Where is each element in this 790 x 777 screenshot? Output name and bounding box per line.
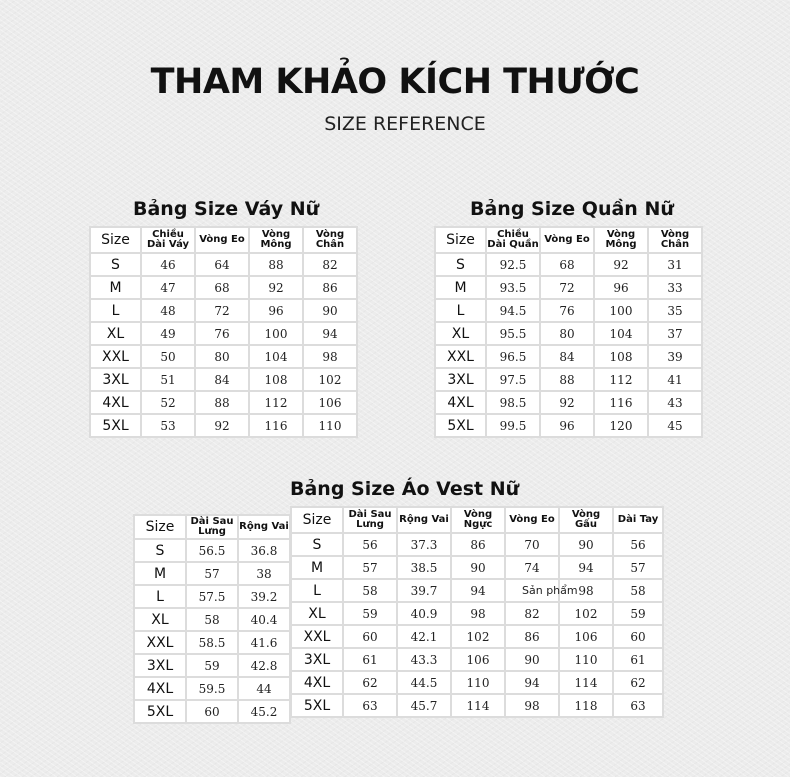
- header-row: [91, 228, 356, 252]
- measurement-cell: 58: [614, 580, 662, 601]
- size-label-cell: 4XL: [292, 672, 342, 693]
- size-label-cell: XL: [436, 323, 485, 344]
- measurement-cell: 98.5: [487, 392, 539, 413]
- size-column-header: Size: [436, 228, 485, 252]
- measurement-cell: 52: [142, 392, 194, 413]
- measurement-cell: 38: [239, 563, 289, 584]
- pants-size-table: [434, 226, 703, 438]
- measurement-cell: 86: [506, 626, 558, 647]
- table-row: [91, 300, 356, 321]
- measurement-cell: 98: [452, 603, 504, 624]
- measurement-cell: 47: [142, 277, 194, 298]
- measurement-cell: 94: [560, 557, 612, 578]
- measurement-cell: 90: [506, 649, 558, 670]
- measurement-cell: 62: [614, 672, 662, 693]
- column-header: Chiều Dài Quần: [487, 229, 539, 250]
- table-row: [91, 323, 356, 344]
- measurement-cell: 96: [541, 415, 593, 436]
- table-row: [436, 254, 701, 275]
- measurement-cell: 84: [196, 369, 248, 390]
- measurement-cell: 118: [560, 695, 612, 716]
- table-row: [436, 392, 701, 413]
- table-row: [135, 609, 289, 630]
- size-label-cell: L: [292, 580, 342, 601]
- measurement-cell: 112: [595, 369, 647, 390]
- column-header: Vòng Chân: [304, 228, 356, 252]
- measurement-cell: 97.5: [487, 369, 539, 390]
- size-label-cell: L: [436, 300, 485, 321]
- table-row: [135, 563, 289, 584]
- header-row: [436, 228, 701, 252]
- measurement-cell: 57: [187, 563, 237, 584]
- table-row: [135, 701, 289, 722]
- size-label-cell: L: [91, 300, 140, 321]
- measurement-cell: 114: [452, 695, 504, 716]
- measurement-cell: 102: [452, 626, 504, 647]
- measurement-cell: 41.6: [239, 632, 289, 653]
- measurement-cell: 45.7: [398, 695, 450, 716]
- measurement-cell: 39: [649, 346, 701, 367]
- measurement-cell: 42.8: [239, 655, 289, 676]
- measurement-cell: 99.5: [487, 415, 539, 436]
- column-header: Dài Tay: [614, 508, 662, 532]
- size-label-cell: S: [91, 254, 140, 275]
- measurement-cell: 86: [452, 534, 504, 555]
- measurement-cell: 92.5: [487, 254, 539, 275]
- size-label-cell: S: [135, 540, 185, 561]
- measurement-cell: 98: [506, 695, 558, 716]
- size-label-cell: M: [436, 277, 485, 298]
- measurement-cell: 76: [196, 323, 248, 344]
- table-row: [135, 678, 289, 699]
- measurement-cell: 114: [560, 672, 612, 693]
- measurement-cell: 104: [250, 346, 302, 367]
- size-label-cell: 5XL: [436, 415, 485, 436]
- measurement-cell: 42.1: [398, 626, 450, 647]
- measurement-cell: 110: [560, 649, 612, 670]
- size-label-cell: 3XL: [436, 369, 485, 390]
- size-column-header: Size: [292, 508, 342, 532]
- column-header: Vòng Mông: [250, 228, 302, 252]
- measurement-cell: 100: [250, 323, 302, 344]
- measurement-cell: 59: [187, 655, 237, 676]
- measurement-cell: 68: [541, 254, 593, 275]
- measurement-cell: 61: [614, 649, 662, 670]
- pants-table-heading: Bảng Size Quần Nữ: [470, 198, 674, 220]
- measurement-cell: 90: [560, 534, 612, 555]
- measurement-cell: 59: [614, 603, 662, 624]
- table-row: [436, 277, 701, 298]
- table-row: [91, 346, 356, 367]
- size-label-cell: 5XL: [135, 701, 185, 722]
- column-header: Dài Sau Lưng: [344, 508, 396, 532]
- measurement-cell: 40.4: [239, 609, 289, 630]
- table-row: [91, 277, 356, 298]
- measurement-cell: 92: [196, 415, 248, 436]
- column-header: Rộng Vai: [398, 508, 450, 532]
- measurement-cell: 82: [304, 254, 356, 275]
- measurement-cell: 106: [304, 392, 356, 413]
- measurement-cell: 96: [250, 300, 302, 321]
- measurement-cell: 51: [142, 369, 194, 390]
- measurement-cell: 36.8: [239, 540, 289, 561]
- measurement-cell: 63: [614, 695, 662, 716]
- measurement-cell: 88: [250, 254, 302, 275]
- measurement-cell: 37: [649, 323, 701, 344]
- measurement-cell: 95.5: [487, 323, 539, 344]
- measurement-cell: 37.3: [398, 534, 450, 555]
- table-row: [135, 632, 289, 653]
- vest-front-size-table: [290, 506, 664, 718]
- size-column-header: Size: [91, 228, 140, 252]
- measurement-cell: 94: [304, 323, 356, 344]
- table-row: [292, 649, 662, 670]
- size-label-cell: M: [135, 563, 185, 584]
- size-label-cell: 3XL: [91, 369, 140, 390]
- measurement-cell: 56: [614, 534, 662, 555]
- table-row: [292, 626, 662, 647]
- measurement-cell: 94: [452, 580, 504, 601]
- size-label-cell: XL: [292, 603, 342, 624]
- measurement-cell: 61: [344, 649, 396, 670]
- measurement-cell: 59: [344, 603, 396, 624]
- measurement-cell: 82: [506, 603, 558, 624]
- measurement-cell: 31: [649, 254, 701, 275]
- measurement-cell: 106: [452, 649, 504, 670]
- measurement-cell: 100: [595, 300, 647, 321]
- size-label-cell: XXL: [135, 632, 185, 653]
- header-row: [292, 508, 662, 532]
- measurement-cell: 63: [344, 695, 396, 716]
- measurement-cell: 57: [614, 557, 662, 578]
- measurement-cell: 56.5: [187, 540, 237, 561]
- vest-table-heading: Bảng Size Áo Vest Nữ: [290, 478, 520, 500]
- size-label-cell: 4XL: [91, 392, 140, 413]
- measurement-cell: 84: [541, 346, 593, 367]
- measurement-cell: 57: [344, 557, 396, 578]
- measurement-cell: 108: [595, 346, 647, 367]
- measurement-cell: 110: [304, 415, 356, 436]
- column-header: Vòng Gấu: [560, 508, 612, 532]
- vest-back-size-table: [133, 514, 291, 724]
- measurement-cell: 60: [344, 626, 396, 647]
- measurement-cell: 90: [452, 557, 504, 578]
- measurement-cell: 58: [187, 609, 237, 630]
- measurement-cell: 110: [452, 672, 504, 693]
- measurement-cell: 72: [541, 277, 593, 298]
- measurement-cell: 70: [506, 534, 558, 555]
- measurement-cell: 88: [541, 369, 593, 390]
- size-label-cell: XXL: [91, 346, 140, 367]
- measurement-cell: 94: [506, 672, 558, 693]
- measurement-cell: 41: [649, 369, 701, 390]
- dress-table-heading: Bảng Size Váy Nữ: [133, 198, 320, 220]
- column-header: Rộng Vai: [239, 516, 289, 538]
- measurement-cell: 60: [187, 701, 237, 722]
- size-label-cell: S: [436, 254, 485, 275]
- header-row: [135, 516, 289, 538]
- size-label-cell: XXL: [436, 346, 485, 367]
- measurement-cell: 50: [142, 346, 194, 367]
- size-label-cell: XL: [135, 609, 185, 630]
- measurement-cell: 92: [595, 254, 647, 275]
- measurement-cell: 112: [250, 392, 302, 413]
- measurement-cell: 62: [344, 672, 396, 693]
- table-row: [135, 655, 289, 676]
- table-row: [135, 540, 289, 561]
- column-header: Vòng Eo: [506, 508, 558, 532]
- page-subtitle: SIZE REFERENCE: [324, 113, 486, 135]
- table-row: [292, 557, 662, 578]
- size-column-header: Size: [135, 516, 185, 538]
- measurement-cell: 57.5: [187, 586, 237, 607]
- table-row: [135, 586, 289, 607]
- size-label-cell: M: [292, 557, 342, 578]
- table-row: [91, 369, 356, 390]
- measurement-cell: 80: [196, 346, 248, 367]
- measurement-cell: 72: [196, 300, 248, 321]
- measurement-cell: 86: [304, 277, 356, 298]
- measurement-cell: 116: [250, 415, 302, 436]
- column-header: Chiều Dài Váy: [142, 228, 194, 252]
- measurement-cell: 48: [142, 300, 194, 321]
- measurement-cell: 92: [541, 392, 593, 413]
- measurement-cell: 45.2: [239, 701, 289, 722]
- measurement-cell: 96: [595, 277, 647, 298]
- measurement-cell: 98: [304, 346, 356, 367]
- measurement-cell: 94.5: [487, 300, 539, 321]
- table-row: [91, 254, 356, 275]
- measurement-cell: 40.9: [398, 603, 450, 624]
- size-label-cell: 4XL: [135, 678, 185, 699]
- table-row: [436, 369, 701, 390]
- measurement-cell: 38.5: [398, 557, 450, 578]
- measurement-cell: 116: [595, 392, 647, 413]
- size-label-cell: S: [292, 534, 342, 555]
- measurement-cell: 92: [250, 277, 302, 298]
- size-label-cell: 4XL: [436, 392, 485, 413]
- measurement-cell: 56: [344, 534, 396, 555]
- table-row: [436, 323, 701, 344]
- size-label-cell: 3XL: [292, 649, 342, 670]
- table-row: [292, 672, 662, 693]
- measurement-cell: 80: [541, 323, 593, 344]
- measurement-cell: 76: [541, 300, 593, 321]
- measurement-cell: 44.5: [398, 672, 450, 693]
- measurement-cell: 64: [196, 254, 248, 275]
- measurement-cell: 46: [142, 254, 194, 275]
- measurement-cell: 102: [560, 603, 612, 624]
- column-header: Vòng Ngực: [452, 508, 504, 532]
- table-row: [436, 300, 701, 321]
- measurement-cell: 93.5: [487, 277, 539, 298]
- column-header: Vòng Eo: [541, 228, 593, 252]
- measurement-cell: 33: [649, 277, 701, 298]
- measurement-cell: 88: [196, 392, 248, 413]
- measurement-cell: 58: [344, 580, 396, 601]
- table-row: [292, 695, 662, 716]
- table-row: [91, 415, 356, 436]
- measurement-cell: 98: [560, 580, 612, 601]
- table-row: [436, 415, 701, 436]
- measurement-cell: 96.5: [487, 346, 539, 367]
- size-label-cell: 5XL: [91, 415, 140, 436]
- size-label-cell: M: [91, 277, 140, 298]
- column-header: Vòng Mông: [595, 228, 647, 252]
- dress-size-table: [89, 226, 358, 438]
- table-row: [292, 603, 662, 624]
- table-row: [91, 392, 356, 413]
- column-header: Vòng Eo: [196, 228, 248, 252]
- measurement-cell: 45: [649, 415, 701, 436]
- column-header: Vòng Chân: [649, 228, 701, 252]
- size-label-cell: XXL: [292, 626, 342, 647]
- measurement-cell: 43.3: [398, 649, 450, 670]
- measurement-cell: 58.5: [187, 632, 237, 653]
- measurement-cell: 35: [649, 300, 701, 321]
- measurement-cell: 49: [142, 323, 194, 344]
- size-label-cell: 5XL: [292, 695, 342, 716]
- page-title: THAM KHẢO KÍCH THƯỚC: [150, 62, 640, 102]
- measurement-cell: 68: [196, 277, 248, 298]
- size-label-cell: 3XL: [135, 655, 185, 676]
- measurement-cell: 120: [595, 415, 647, 436]
- measurement-cell: 106: [560, 626, 612, 647]
- measurement-cell: 74: [506, 557, 558, 578]
- measurement-cell: 59.5: [187, 678, 237, 699]
- measurement-cell: 39.7: [398, 580, 450, 601]
- measurement-cell: 53: [142, 415, 194, 436]
- product-overlay-label: Sản phẩm: [522, 584, 578, 597]
- measurement-cell: 60: [614, 626, 662, 647]
- measurement-cell: 104: [595, 323, 647, 344]
- table-row: [292, 580, 662, 601]
- measurement-cell: 39.2: [239, 586, 289, 607]
- measurement-cell: 90: [304, 300, 356, 321]
- table-row: [292, 534, 662, 555]
- measurement-cell: 43: [649, 392, 701, 413]
- measurement-cell: 44: [239, 678, 289, 699]
- size-label-cell: L: [135, 586, 185, 607]
- table-row: [436, 346, 701, 367]
- column-header: Dài Sau Lưng: [187, 516, 237, 538]
- measurement-cell: 102: [304, 369, 356, 390]
- size-label-cell: XL: [91, 323, 140, 344]
- measurement-cell: 108: [250, 369, 302, 390]
